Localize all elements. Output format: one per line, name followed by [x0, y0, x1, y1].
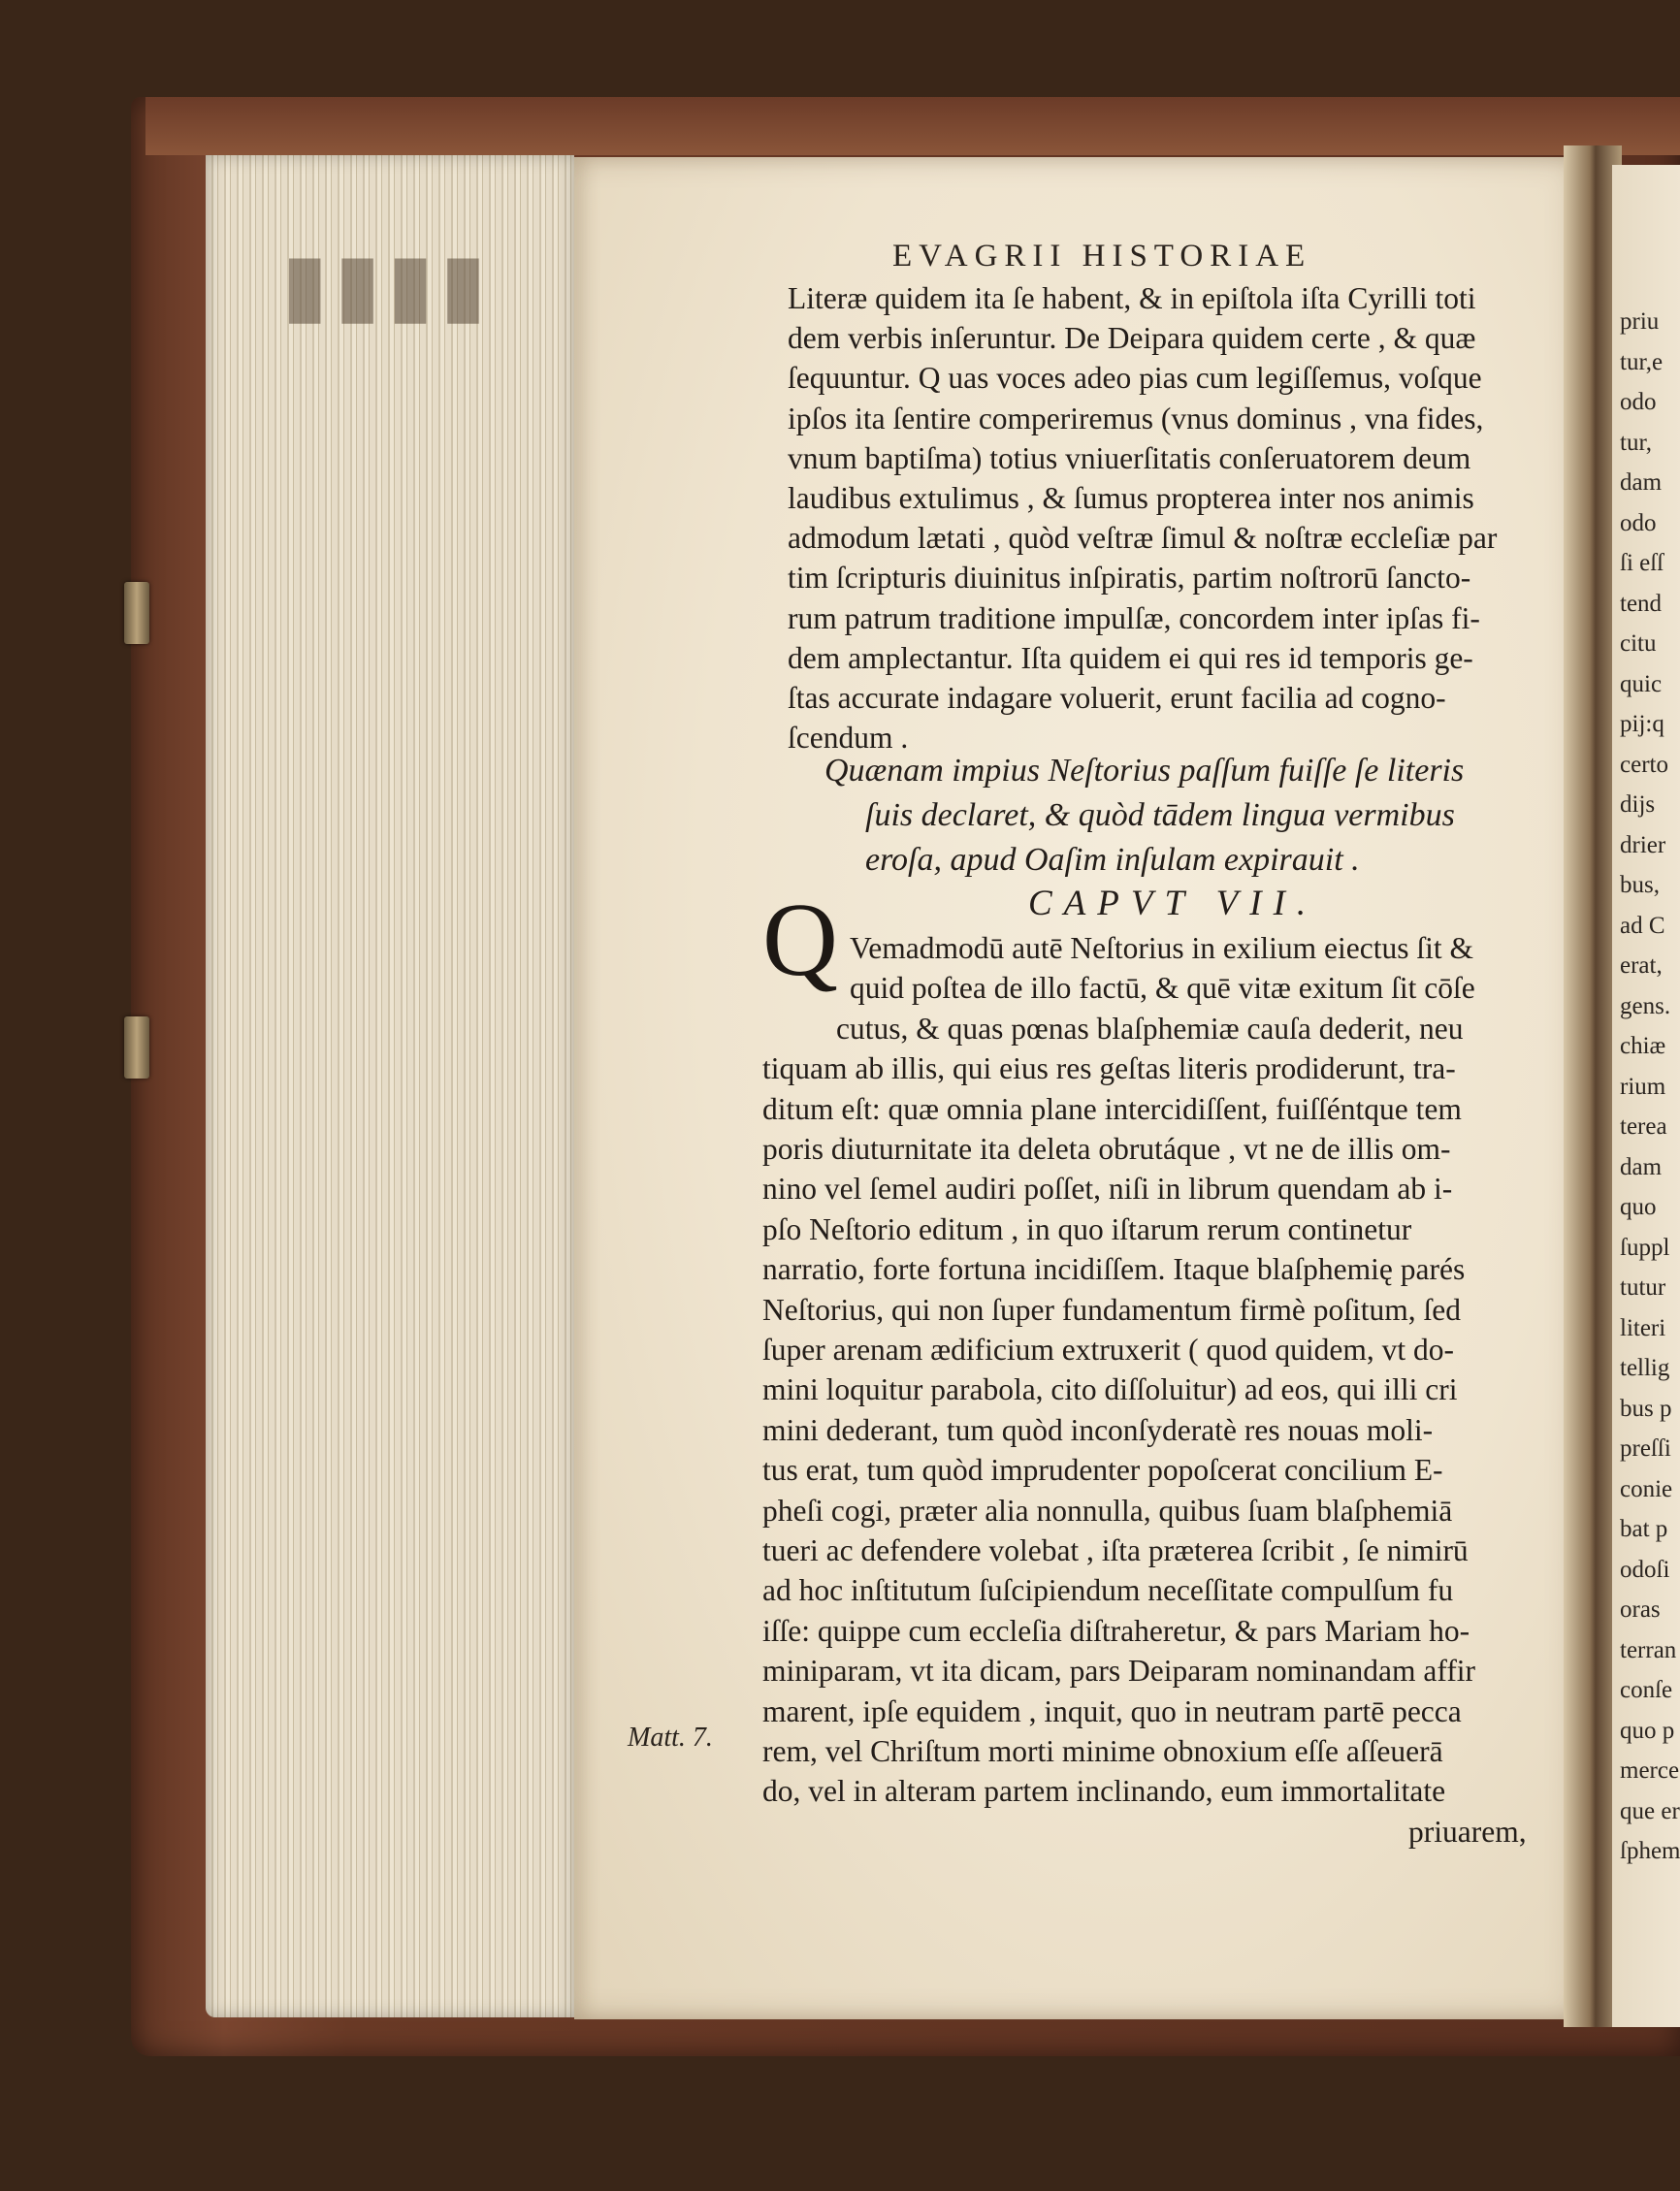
facing-page-fragment: dijs	[1620, 791, 1656, 818]
text-line: Literæ quidem ita ſe habent, & in epiſtola iſta Cyrilli toti	[788, 281, 1476, 315]
text-line: poris diuturnitate ita deleta obrutáque , vt ne de illis om-	[762, 1132, 1451, 1166]
text-line: ſtas accurate indagare voluerit, erunt facilia ad cogno-	[788, 681, 1446, 715]
chapter-title-line: eroſa, apud Oaſim inſulam expirauit .	[865, 842, 1360, 878]
facing-page-fragment: citu	[1620, 630, 1657, 657]
cover-top-edge	[145, 97, 1680, 155]
chapter-heading: CAPVT VII.	[1028, 884, 1318, 923]
text-line: tim ſcripturis diuinitus inſpiratis, partim noſtrorū ſancto-	[788, 561, 1471, 596]
marginal-note: Matt. 7.	[628, 1723, 713, 1753]
text-line: ipſos ita ſentire comperiremus (vnus dominus , vna fides,	[788, 401, 1484, 435]
facing-page-fragment: odo	[1620, 389, 1657, 415]
text-line: priuarem,	[1408, 1814, 1527, 1849]
chapter-title-line: Quænam impius Neſtorius paſſum fuiſſe ſe literis	[824, 753, 1465, 789]
text-line: tueri ac defendere volebat , iſta præterea ſcribit , ſe nimirū	[762, 1533, 1469, 1567]
text-line: dem verbis inſeruntur. De Deipara quidem certe , & quæ	[788, 321, 1476, 356]
lower-clasp-icon	[124, 1016, 149, 1079]
facing-page-fragment: quic	[1620, 670, 1663, 697]
facing-page-fragment: bus p	[1620, 1395, 1672, 1422]
text-line: tus erat, tum quòd imprudenter popoſcerat concilium E-	[762, 1453, 1443, 1488]
text-line: mini loquitur parabola, cito diſſoluitur) ad eos, qui illi cri	[762, 1372, 1458, 1407]
facing-page-fragment: tur,	[1620, 429, 1653, 456]
text-line: ditum eſt: quæ omnia plane intercidiſſent, fuiſſéntque tem	[762, 1091, 1462, 1126]
facing-page-fragment: certo	[1620, 751, 1668, 778]
facing-page-fragment: preſſi	[1620, 1435, 1671, 1462]
facing-page-fragment: quo p	[1620, 1717, 1675, 1744]
facing-page-fragment: tellig	[1620, 1355, 1670, 1381]
text-line: iſſe: quippe cum eccleſia diſtraheretur, & pars Mariam ho-	[762, 1613, 1470, 1648]
facing-page-fragment: tur,e	[1620, 348, 1664, 375]
facing-page-fragment: merce	[1620, 1757, 1680, 1784]
facing-page-fragment: odoſi	[1620, 1556, 1670, 1583]
text-line: ad hoc inſtitutum ſuſcipiendum neceſſitate compulſum fu	[762, 1573, 1454, 1608]
text-line: rum patrum traditione impulſæ, concordem inter ipſas fi-	[788, 600, 1480, 635]
running-head: EVAGRII HISTORIAE	[892, 239, 1312, 274]
text-line: admodum lætati , quòd veſtræ ſimul & noſtræ eccleſiæ par	[788, 521, 1498, 556]
text-line: ſcendum .	[788, 721, 909, 756]
facing-page-fragment: dam	[1620, 1153, 1663, 1180]
facing-page-fragment: tutur	[1620, 1274, 1666, 1301]
text-line: ſuper arenam ædificium extruxerit ( quod quidem, vt do-	[762, 1333, 1454, 1367]
facing-page-fragment: conie	[1620, 1475, 1673, 1502]
facing-page-fragment: chiæ	[1620, 1033, 1666, 1059]
facing-page-fragment: drier	[1620, 831, 1666, 858]
text-line: vnum baptiſma) totius vniuerſitatis conſeruatorem deum	[788, 440, 1471, 475]
text-line: cutus, & quas pœnas blaſphemiæ cauſa dederit, neu	[836, 1011, 1464, 1046]
text-line: ſequuntur. Q uas voces adeo pias cum legiſſemus, voſque	[788, 361, 1482, 396]
facing-page-fragment: bat p	[1620, 1516, 1668, 1542]
facing-page-fragment: ad C	[1620, 912, 1665, 939]
facing-page	[1612, 165, 1680, 2027]
facing-page-fragment: literi	[1620, 1314, 1666, 1341]
facing-page-fragment: que er	[1620, 1797, 1680, 1824]
facing-page-fragment: ſphem	[1620, 1838, 1680, 1864]
edge-ink-mark: ▮▮▮▮	[281, 233, 493, 334]
facing-page-fragment: quo	[1620, 1194, 1657, 1220]
facing-page-fragment: gens.	[1620, 992, 1671, 1019]
text-line: narratio, forte fortuna incidiſſem. Itaque blaſphemię parés	[762, 1252, 1466, 1287]
text-line: quid poſtea de illo factū, & quē vitæ exitum ſit cōſe	[850, 971, 1475, 1006]
text-line: do, vel in alteram partem inclinando, eum immortalitate	[762, 1774, 1446, 1809]
text-line: mini dederant, tum quòd inconſyderatè res nouas moli-	[762, 1412, 1434, 1447]
facing-page-fragment: tend	[1620, 590, 1663, 617]
text-line: laudibus extulimus , & ſumus propterea inter nos animis	[788, 481, 1474, 515]
facing-page-fragment: pij:q	[1620, 711, 1664, 737]
facing-page-fragment: ſuppl	[1620, 1234, 1670, 1261]
page-edges	[206, 155, 574, 2017]
facing-page-fragment: rium	[1620, 1073, 1666, 1100]
drop-cap: Q	[762, 883, 838, 998]
facing-page-fragment: erat,	[1620, 952, 1663, 979]
text-line: rem, vel Chriſtum morti minime obnoxium eſſe aſſeuerā	[762, 1734, 1443, 1768]
text-line: Neſtorius, qui non ſuper fundamentum firmè poſitum, ſed	[762, 1292, 1461, 1327]
text-line: pheſi cogi, præter alia nonnulla, quibus ſuam blaſphemiā	[762, 1493, 1453, 1528]
facing-page-fragment: oras	[1620, 1596, 1661, 1623]
facing-page-fragment: ſi eſſ	[1620, 550, 1664, 576]
upper-clasp-icon	[124, 582, 149, 644]
facing-page-fragment: dam	[1620, 469, 1663, 496]
text-line: miniparam, vt ita dicam, pars Deiparam nominandam affir	[762, 1654, 1476, 1689]
chapter-title-line: ſuis declaret, & quòd tādem lingua vermibus	[865, 797, 1455, 833]
text-line: dem amplectantur. Iſta quidem ei qui res id temporis ge-	[788, 640, 1473, 675]
facing-page-fragment: odo	[1620, 509, 1657, 536]
text-line: nino vel ſemel audiri poſſet, niſi in librum quendam ab i-	[762, 1172, 1453, 1207]
facing-page-fragment: terea	[1620, 1113, 1667, 1140]
facing-page-fragment: priu	[1620, 308, 1660, 335]
facing-page-fragment: terran	[1620, 1636, 1677, 1663]
text-line: marent, ipſe equidem , inquit, quo in neutram partē pecca	[762, 1693, 1462, 1728]
facing-page-fragment: bus,	[1620, 872, 1660, 898]
facing-page-fragment: conſe	[1620, 1677, 1673, 1703]
text-line: tiquam ab illis, qui eius res geſtas literis prodiderunt, tra-	[762, 1051, 1456, 1086]
text-line: Vemadmodū autē Neſtorius in exilium eiectus ſit &	[850, 931, 1473, 965]
text-line: pſo Neſtorio editum , in quo iſtarum rerum continetur	[762, 1211, 1412, 1246]
